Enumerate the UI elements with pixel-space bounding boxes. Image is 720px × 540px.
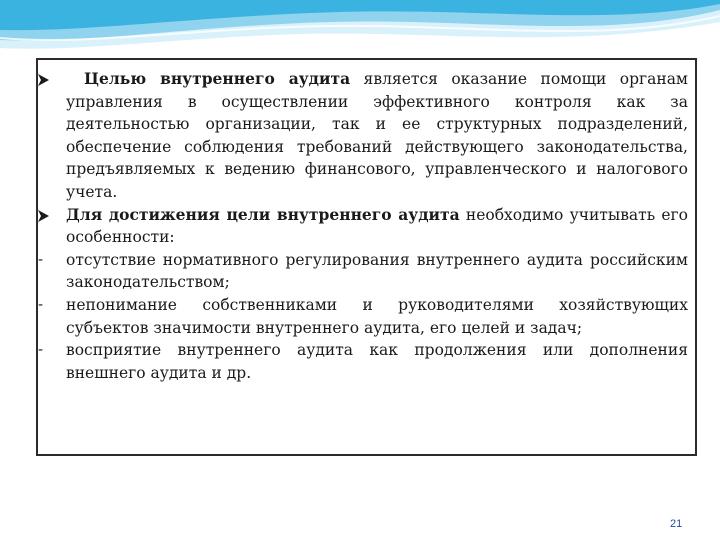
dash-bullet: - bbox=[38, 342, 44, 359]
dash-item-regulation bbox=[38, 249, 688, 294]
dash-item-perception bbox=[38, 339, 688, 384]
bullet1-text: является оказание помощи органам управления в осуществлении эффективного контроля как за деятельностью организации, так и ее структурных подразделений, обеспечение соблюдения требований действующего законодательства, предъявляемых к ведению финансового, управленческого и налогового учета. bbox=[66, 70, 688, 201]
arrow-bullet-icon bbox=[38, 68, 52, 94]
slide-body bbox=[38, 68, 688, 384]
content-frame bbox=[36, 58, 697, 456]
bullet-item-purpose bbox=[66, 68, 688, 204]
bullet2-bold-text: Для достижения цели внутреннего аудита bbox=[66, 204, 460, 224]
bullet-item-features bbox=[66, 204, 688, 249]
bullet1-bold-text: Целью внутреннего аудита bbox=[84, 69, 351, 88]
dash-bullet: - bbox=[38, 251, 44, 268]
dash-item-text: непонимание собственниками и руководителями хозяйствующих субъектов значимости внутреннего аудита, его целей и задач; bbox=[66, 295, 688, 337]
dash-item-text: восприятие внутреннего аудита как продолжения или дополнения внешнего аудита и др. bbox=[66, 341, 688, 382]
bullet2-text: необходимо учитывать его особенности: bbox=[66, 205, 688, 247]
dash-bullet: - bbox=[38, 296, 44, 313]
dash-item-understanding bbox=[38, 294, 688, 339]
page-number: 21 bbox=[670, 518, 683, 530]
arrow-bullet-icon bbox=[38, 204, 52, 230]
dash-item-text: отсутствие нормативного регулирования внутреннего аудита российским законодательством; bbox=[66, 250, 688, 292]
